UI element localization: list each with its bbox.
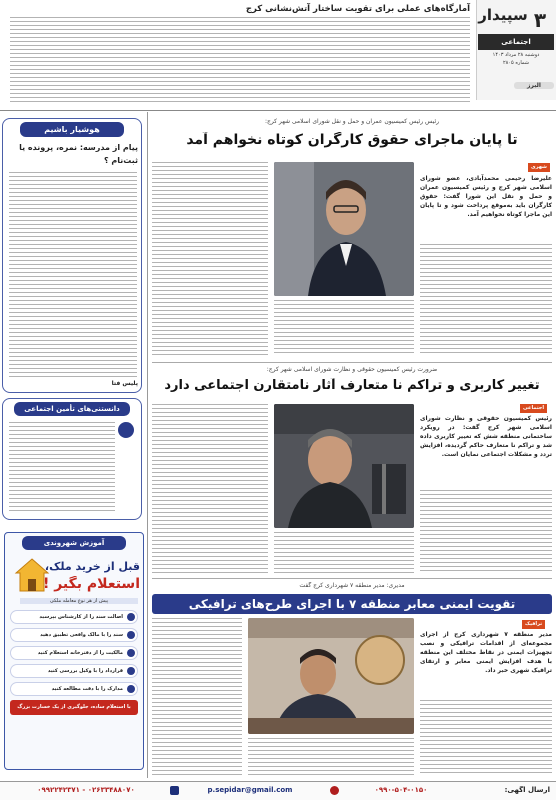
ad-item-list bbox=[10, 610, 138, 715]
issue-date: دوشنبه ۲۸ مرداد ۱۴۰۳ bbox=[492, 52, 540, 58]
article3-photo bbox=[248, 618, 414, 734]
article2-body-col3 bbox=[152, 404, 268, 574]
divider bbox=[0, 110, 556, 111]
article2-body-col1 bbox=[420, 490, 552, 574]
section-label: اجتماعی bbox=[478, 34, 554, 50]
article1-headline: تا پایان ماجرای حقوق کارگران کوتاه نخواهم آمد bbox=[186, 132, 518, 148]
top-article-body bbox=[10, 17, 470, 105]
article2-lead: رئیس کمیسیون حقوقی و نظارت شورای اسلامی شهر کرج گفت: در رویکرد ساختمانی منطقه شش که تغییر کاربری داده شد و تراکم نا متعارف حاکم گردیده، افزایش تردد و مشکلات اجتماعی نمایان است. bbox=[420, 415, 552, 458]
article3-headline: تقویت ایمنی معابر منطقه ۷ با اجرای طرح‌های ترافیکی bbox=[188, 597, 516, 611]
social-security-logo-icon bbox=[118, 422, 134, 438]
article2-kicker: ضرورت رئیس کمیسیون حقوقی و نظارت شورای اسلامی شهر کرج: bbox=[266, 366, 438, 373]
ad-item bbox=[10, 646, 138, 660]
ad-item bbox=[10, 610, 138, 624]
box2-header: دانستنی‌های تأمین اجتماعی bbox=[14, 402, 130, 416]
divider bbox=[152, 578, 552, 579]
email-icon bbox=[170, 786, 179, 795]
ad-tagline: پیش از هر نوع معامله ملکی bbox=[20, 598, 138, 604]
check-icon bbox=[127, 631, 135, 639]
article2-photo bbox=[274, 404, 414, 528]
edition-label: البرز bbox=[514, 82, 554, 89]
ad-item-text: مالکیت را از دفترخانه استعلام کنید bbox=[37, 650, 123, 656]
footer-label: ارسال آگهی: bbox=[504, 786, 550, 794]
footer-phone2: ۰۲۶۳۳۴۸۸۰۷۰ - ۰۹۹۲۲۴۲۳۷۱ bbox=[37, 786, 135, 794]
article2-tag: اجتماعی bbox=[520, 404, 547, 413]
box1-title-line2: ثبت‌نام ؟ bbox=[103, 156, 138, 165]
page-number: ۳ bbox=[533, 8, 547, 32]
article1-body-col1 bbox=[420, 244, 552, 356]
ad-item-text: اصالت سند را از کارشناس بپرسید bbox=[39, 614, 123, 620]
article2-body-col2 bbox=[274, 532, 414, 574]
box1-body bbox=[9, 172, 137, 377]
ad-footer-strip: با استعلام ساده، جلوگیری از یک خسارت بزرگ bbox=[10, 700, 138, 715]
box1-byline: پلیس فتا bbox=[111, 380, 138, 387]
article1-body-col2 bbox=[274, 300, 414, 356]
phone-icon bbox=[330, 786, 339, 795]
ad-item-text: سند را با مالک واقعی تطبیق دهید bbox=[40, 632, 123, 638]
article1-body-col3 bbox=[152, 162, 268, 356]
article1-tag: شهری bbox=[528, 163, 550, 172]
box1-header: هوشیار باشیم bbox=[20, 122, 124, 137]
article1-lead: علیرضا رحیمی محمدآبادی، عضو شورای اسلامی شهر کرج و رئیس کمیسیون عمران و حمل و نقل این شورا گفت: حقوق کارگران باید به‌موقع پرداخت شود و تا پایان این ماجرا کوتاه نخواهیم آمد. bbox=[420, 175, 552, 218]
article3-body-col2 bbox=[248, 738, 414, 776]
article3-tag: ترافیک bbox=[522, 620, 545, 629]
ad-headline-line2: استعلام بگیر ! bbox=[42, 576, 140, 592]
ad-item bbox=[10, 664, 138, 678]
issue-number: شماره ۲۸۰۵ bbox=[503, 60, 529, 66]
ad-item bbox=[10, 682, 138, 696]
footer-email[interactable]: p.sepidar@gmail.com bbox=[207, 786, 293, 794]
footer-phone1: ۰۹۹۰-۵۰۴-۰۱۵۰ bbox=[374, 786, 428, 794]
article1-kicker: رئیس رئیس کمیسیون عمران و حمل و نقل شورای اسلامی شهر کرج: bbox=[264, 118, 440, 125]
article3-body-col3 bbox=[152, 618, 242, 776]
ad-item-text: قرارداد را با وکیل بررسی کنید bbox=[47, 668, 123, 674]
newspaper-logo: سپیدار bbox=[478, 6, 528, 24]
ad-headline-line1: قبل از خرید ملک، bbox=[44, 560, 140, 573]
ad-item-text: مدارک را با دقت مطالعه کنید bbox=[51, 686, 123, 692]
box1-title-line1: پیام از مدرسه: نمره، پرونده یا bbox=[19, 143, 138, 152]
article3-kicker: مدیری: مدیر منطقه ۷ شهرداری کرج گفت bbox=[299, 582, 405, 589]
check-icon bbox=[127, 685, 135, 693]
article2-headline: تغییر کاربری و تراکم نا متعارف آثار نامتقارن اجتماعی دارد bbox=[164, 378, 540, 393]
check-icon bbox=[127, 649, 135, 657]
box3-header: آموزش شهروندی bbox=[22, 536, 126, 550]
check-icon bbox=[127, 613, 135, 621]
article3-lead: مدیر منطقه ۷ شهرداری کرج از اجرای مجموعه‌ای از اقدامات ترافیکی و نصب تجهیزات ایمنی در نقاط مختلف این منطقه با هدف افزایش ایمنی معابر و ارتقای ترافیک شهری خبر داد. bbox=[420, 631, 552, 674]
article1-photo bbox=[274, 162, 414, 296]
box2-body bbox=[9, 422, 115, 514]
article3-body-col1 bbox=[420, 700, 552, 776]
ad-item bbox=[10, 628, 138, 642]
column-divider bbox=[147, 112, 148, 778]
check-icon bbox=[127, 667, 135, 675]
divider bbox=[152, 362, 552, 363]
top-article-title: آمارگاه‌های عملی برای تقویت ساختار آتش‌نشانی کرج bbox=[245, 4, 470, 14]
